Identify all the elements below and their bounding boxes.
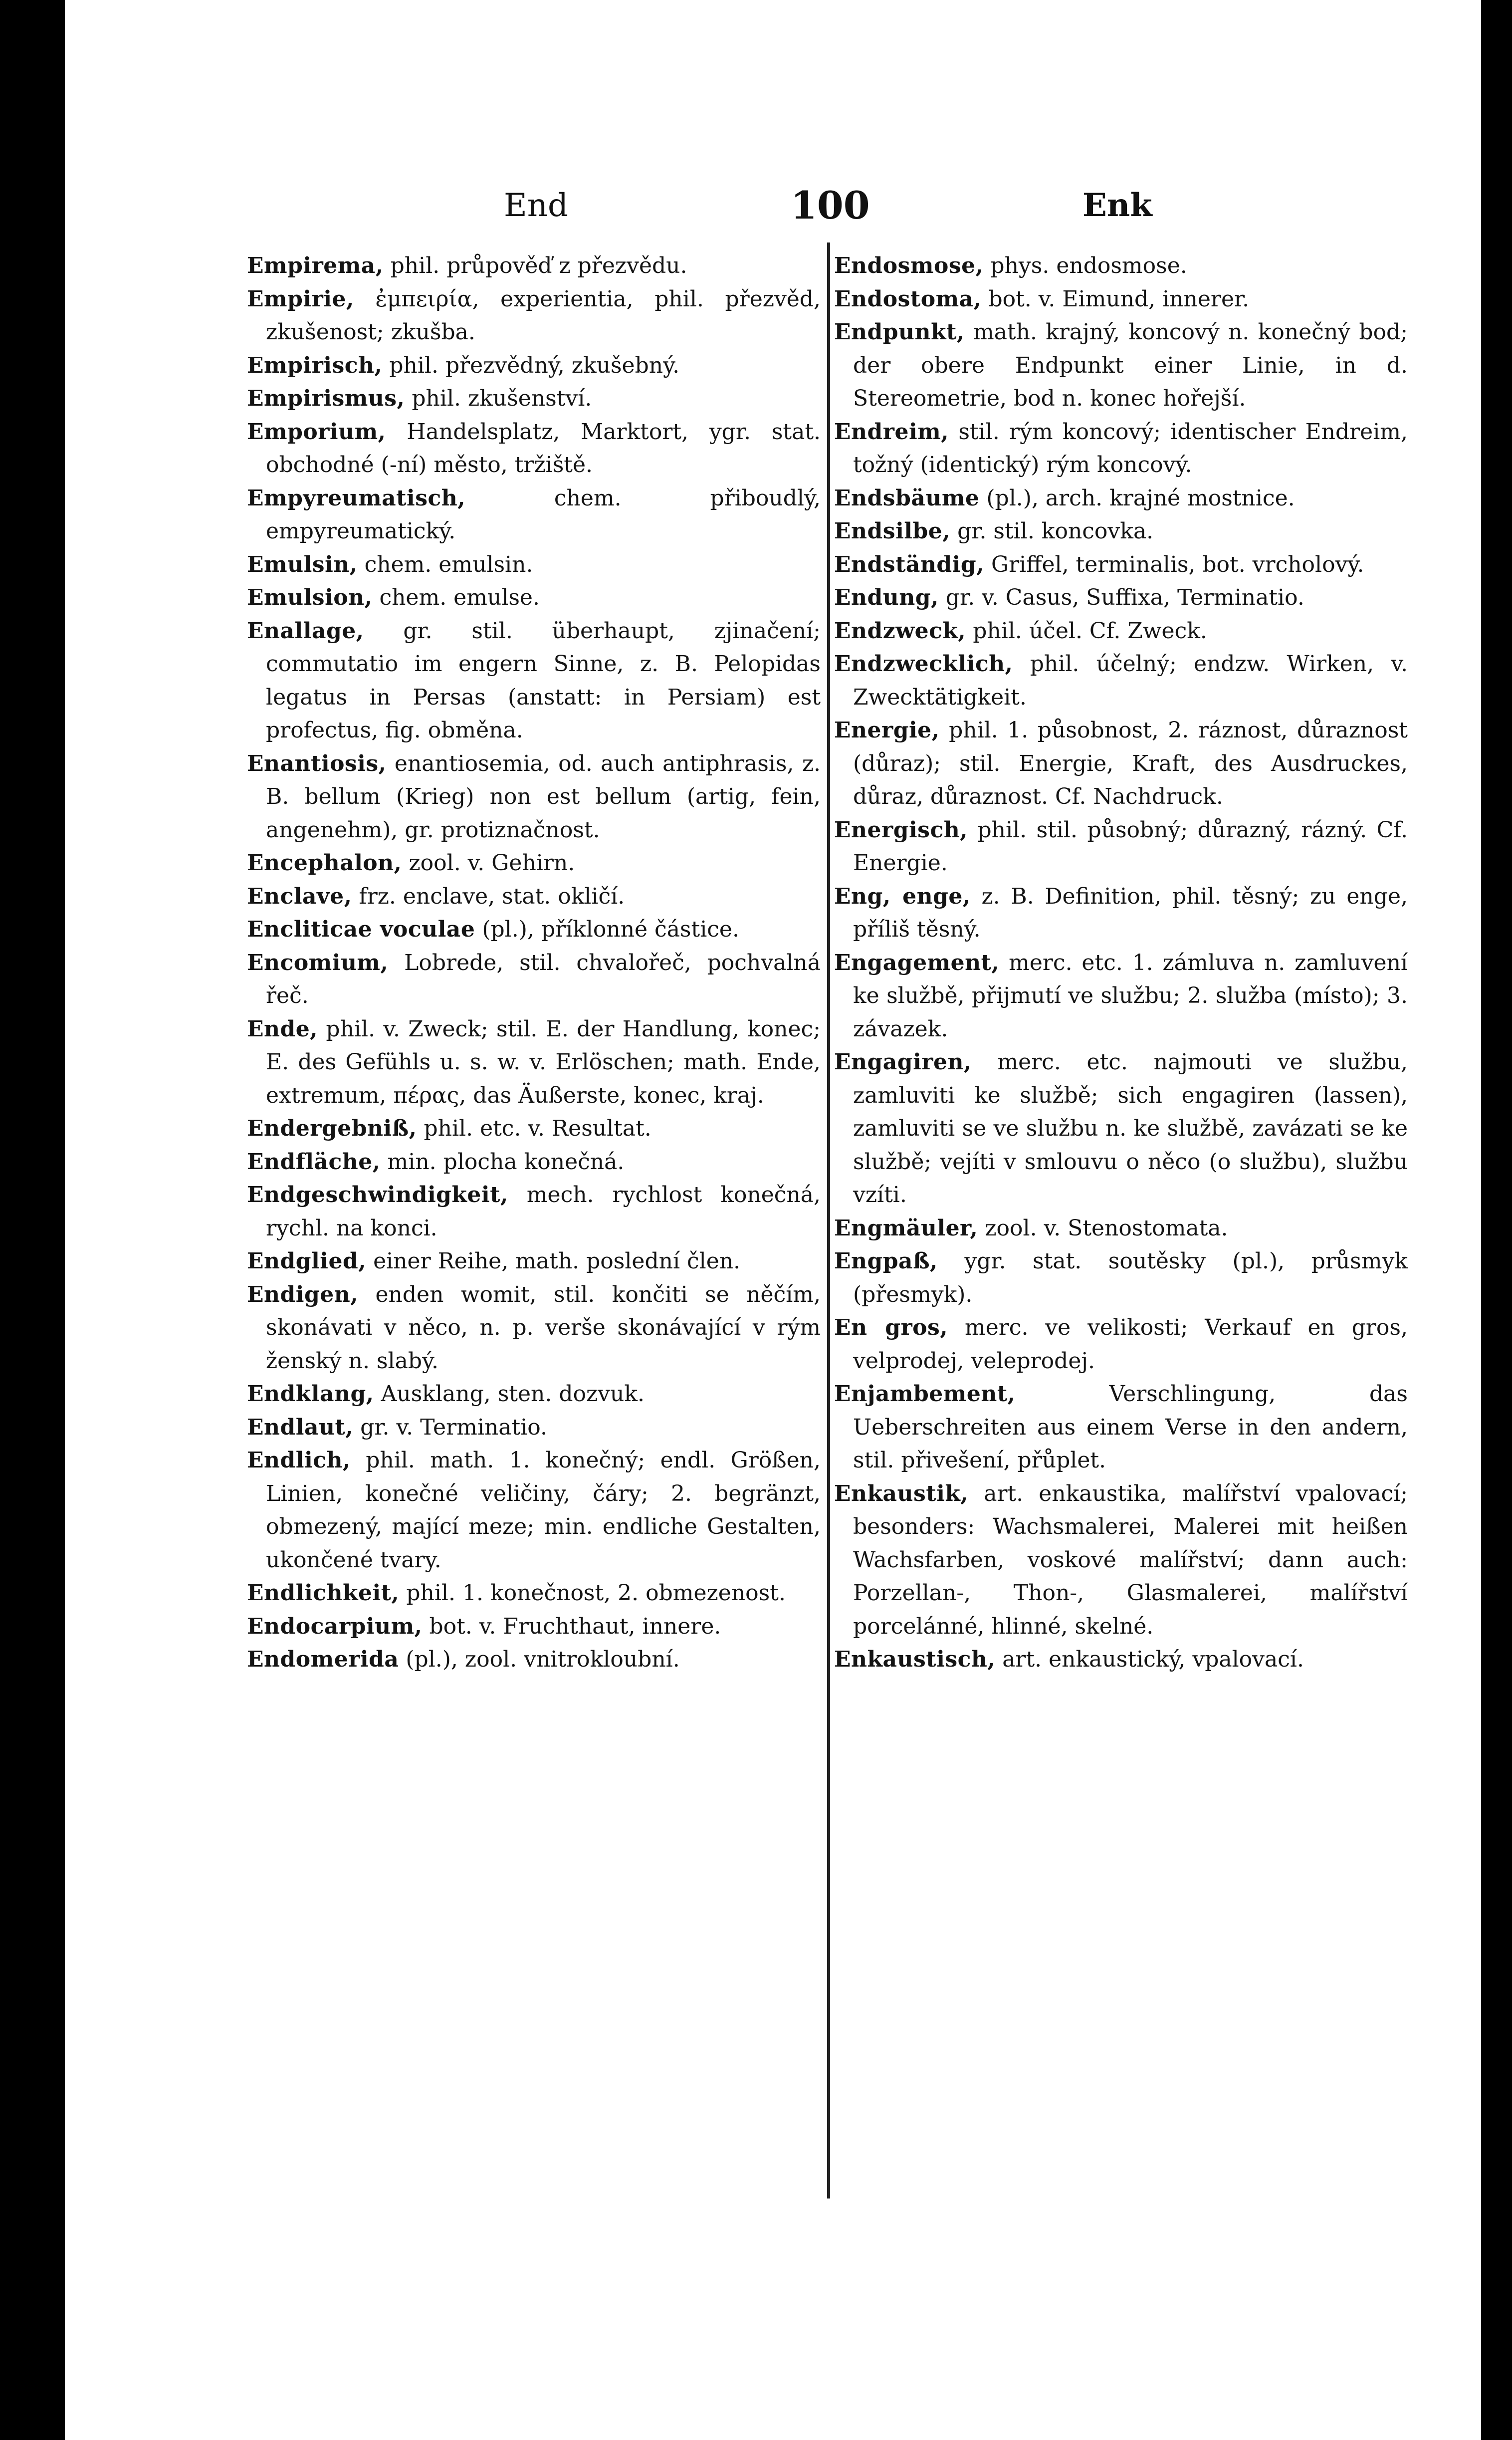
entry-definition: frz. enclave, stat. okličí. bbox=[359, 883, 625, 909]
entry-headword: Enjambement, bbox=[834, 1381, 1016, 1407]
entry-headword: Enallage, bbox=[247, 618, 364, 644]
entry-definition: phys. endosmose. bbox=[990, 253, 1187, 278]
entry-headword: Endzweck, bbox=[834, 618, 966, 644]
dictionary-entry bbox=[247, 880, 821, 914]
dictionary-entry bbox=[834, 880, 1408, 947]
entry-headword: Energie, bbox=[834, 718, 940, 743]
entry-definition: merc. etc. 1. zámluva n. zamluvení ke službě, přijmutí ve službu; 2. služba (místo); 3. závazek. bbox=[853, 950, 1408, 1042]
entry-definition: phil. math. 1. konečný; endl. Größen, Linien, konečné veličiny, čáry; 2. begränzt, obmezený, mající meze; min. endliche Gestalten, ukončené tvary. bbox=[266, 1448, 821, 1573]
scan-edge-right bbox=[1481, 0, 1512, 2440]
entry-definition: phil. stil. působný; důrazný, rázný. Cf. Energie. bbox=[853, 817, 1408, 876]
entry-headword: Engmäuler, bbox=[834, 1215, 978, 1241]
entry-headword: Endigen, bbox=[247, 1281, 359, 1307]
entry-headword: Endfläche, bbox=[247, 1149, 381, 1175]
entry-headword: Endomerida bbox=[247, 1647, 399, 1672]
entry-headword: Endlich, bbox=[247, 1448, 351, 1473]
entry-headword: Enclave, bbox=[247, 883, 352, 909]
dictionary-entry bbox=[247, 913, 821, 947]
entry-definition: merc. etc. najmouti ve službu, zamluviti ke službě; sich engagiren (lassen), zamluviti se ve službu n. ke službě, zavázati se ke službě; vejíti v smlouvu o něco (o službu), službu vzíti. bbox=[853, 1049, 1408, 1208]
dictionary-entry bbox=[834, 548, 1408, 582]
page-number: 100 bbox=[791, 183, 870, 228]
dictionary-entry bbox=[247, 249, 821, 283]
entry-headword: Emporium, bbox=[247, 419, 386, 445]
entry-headword: Enkaustik, bbox=[834, 1480, 969, 1506]
entry-definition: (pl.), zool. vnitrokloubní. bbox=[406, 1647, 680, 1672]
entry-headword: Engagement, bbox=[834, 950, 1000, 976]
entry-definition: z. B. Definition, phil. těsný; zu enge, příliš těsný. bbox=[853, 883, 1408, 942]
entry-definition: phil. průpověď z přezvědu. bbox=[390, 253, 687, 278]
dictionary-entry bbox=[247, 482, 821, 548]
entry-headword: Engpaß, bbox=[834, 1248, 938, 1274]
dictionary-entry bbox=[247, 1444, 821, 1577]
entry-headword: Eng, enge, bbox=[834, 883, 971, 909]
entry-definition: art. enkaustika, malířství vpalovací; besonders: Wachsmalerei, Malerei mit heißen Wachsfarben, voskové malířství; dann auch: Porzellan-, Thon-, Glasmalerei, malířství porcelánné, hlinné, skelné. bbox=[853, 1480, 1408, 1639]
entry-definition: gr. v. Casus, Suffixa, Terminatio. bbox=[945, 585, 1304, 610]
entry-headword: Emulsin, bbox=[247, 551, 358, 577]
entry-headword: Endocarpium, bbox=[247, 1613, 423, 1639]
entry-definition: math. krajný, koncový n. konečný bod; der obere Endpunkt einer Linie, in d. Stereometrie, bod n. konec hořejší. bbox=[853, 319, 1408, 411]
entry-definition: enantiosemia, od. auch antiphrasis, z. B. bellum (Krieg) non est bellum (artig, fein, angenehm), gr. protiznačnost. bbox=[266, 750, 821, 843]
dictionary-entry bbox=[834, 814, 1408, 880]
dictionary-entry bbox=[247, 382, 821, 416]
dictionary-entry bbox=[834, 581, 1408, 615]
entry-definition: gr. stil. überhaupt, zjinačení; commutatio im engern Sinne, z. B. Pelopidas legatus in Persas (anstatt: in Persiam) est profectus, fig. obměna. bbox=[266, 618, 821, 743]
entry-headword: Endgeschwindigkeit, bbox=[247, 1182, 508, 1208]
dictionary-entry bbox=[247, 1643, 821, 1677]
dictionary-entry bbox=[247, 1577, 821, 1610]
dictionary-entry bbox=[834, 482, 1408, 515]
entry-headword: Endsbäume bbox=[834, 485, 980, 511]
entry-definition: gr. v. Terminatio. bbox=[360, 1414, 547, 1440]
entry-definition: chem. emulsin. bbox=[364, 551, 533, 577]
entry-definition: phil. účel. Cf. Zweck. bbox=[973, 618, 1207, 644]
entry-definition: merc. ve velikosti; Verkauf en gros, velprodej, veleprodej. bbox=[853, 1315, 1408, 1374]
entry-definition: zool. v. Stenostomata. bbox=[985, 1215, 1228, 1241]
entry-headword: Endzwecklich, bbox=[834, 651, 1013, 677]
entry-definition: phil. 1. konečnost, 2. obmezenost. bbox=[406, 1580, 786, 1606]
entry-definition: phil. etc. v. Resultat. bbox=[424, 1116, 651, 1141]
dictionary-entry bbox=[247, 847, 821, 880]
entry-definition: min. plocha konečná. bbox=[387, 1149, 625, 1175]
entry-headword: Endreim, bbox=[834, 419, 949, 445]
dictionary-entry bbox=[247, 548, 821, 582]
entry-definition: chem. přiboudlý, empyreumatický. bbox=[266, 485, 821, 544]
entry-headword: Encomium, bbox=[247, 950, 389, 976]
entry-headword: Enkaustisch, bbox=[834, 1647, 996, 1672]
dictionary-entry bbox=[247, 1610, 821, 1644]
entry-headword: Endostoma, bbox=[834, 286, 982, 312]
scan-edge-left bbox=[0, 0, 65, 2440]
dictionary-entry bbox=[247, 1245, 821, 1278]
dictionary-entry bbox=[247, 1146, 821, 1179]
header-right-guideword: Enk bbox=[1082, 187, 1152, 224]
entry-headword: Endklang, bbox=[247, 1381, 374, 1407]
dictionary-entry bbox=[834, 1643, 1408, 1677]
dictionary-entry bbox=[834, 1311, 1408, 1378]
entry-headword: Empyreumatisch, bbox=[247, 485, 466, 511]
entry-headword: Ende, bbox=[247, 1016, 318, 1042]
dictionary-entry bbox=[247, 747, 821, 847]
dictionary-entry bbox=[247, 416, 821, 482]
entry-definition: gr. stil. koncovka. bbox=[957, 518, 1154, 544]
entry-definition: mech. rychlost konečná, rychl. na konci. bbox=[266, 1182, 821, 1241]
dictionary-entry bbox=[834, 515, 1408, 548]
dictionary-entry bbox=[247, 1378, 821, 1411]
dictionary-entry bbox=[834, 249, 1408, 283]
entry-headword: Empirema, bbox=[247, 253, 384, 278]
header-left-guideword: End bbox=[504, 187, 568, 224]
entry-definition: ygr. stat. soutěsky (pl.), průsmyk (přesmyk). bbox=[853, 1248, 1408, 1307]
entry-definition: phil. zkušenství. bbox=[412, 386, 592, 411]
entry-headword: Encliticae voculae bbox=[247, 917, 475, 942]
entry-headword: Engagiren, bbox=[834, 1049, 972, 1075]
entry-headword: Endsilbe, bbox=[834, 518, 951, 544]
entry-definition: Lobrede, stil. chvalořeč, pochvalná řeč. bbox=[266, 950, 821, 1008]
dictionary-entry bbox=[247, 581, 821, 615]
entry-headword: Endständig, bbox=[834, 551, 984, 577]
dictionary-entry bbox=[247, 1013, 821, 1113]
entry-headword: Empirie, bbox=[247, 286, 354, 312]
entry-definition: stil. rým koncový; identischer Endreim, tožný (identický) rým koncový. bbox=[853, 419, 1408, 478]
dictionary-entry bbox=[834, 648, 1408, 714]
entry-definition: zool. v. Gehirn. bbox=[409, 850, 575, 876]
dictionary-entry bbox=[834, 1477, 1408, 1644]
entry-headword: Emulsion, bbox=[247, 585, 373, 610]
entry-definition: einer Reihe, math. poslední člen. bbox=[373, 1248, 741, 1274]
dictionary-entry bbox=[247, 1179, 821, 1245]
entry-definition: chem. emulse. bbox=[379, 585, 540, 610]
entry-definition: phil. účelný; endzw. Wirken, v. Zwecktätigkeit. bbox=[853, 651, 1408, 710]
column-divider bbox=[827, 243, 830, 2198]
dictionary-entry bbox=[834, 316, 1408, 416]
entry-definition: Griffel, terminalis, bot. vrcholový. bbox=[991, 551, 1364, 577]
entry-headword: Enantiosis, bbox=[247, 750, 387, 776]
page-header bbox=[0, 181, 1512, 241]
dictionary-entry bbox=[834, 714, 1408, 814]
entry-definition: Ausklang, sten. dozvuk. bbox=[381, 1381, 645, 1407]
entry-headword: Endung, bbox=[834, 585, 939, 610]
dictionary-entry bbox=[247, 1411, 821, 1445]
entry-definition: bot. v. Eimund, innerer. bbox=[988, 286, 1250, 312]
entry-headword: Encephalon, bbox=[247, 850, 402, 876]
dictionary-entry bbox=[834, 1046, 1408, 1212]
entry-definition: (pl.), příklonné částice. bbox=[482, 917, 739, 942]
dictionary-entry bbox=[834, 416, 1408, 482]
entry-headword: Empirisch, bbox=[247, 352, 383, 378]
left-column bbox=[247, 249, 821, 2220]
entry-headword: En gros, bbox=[834, 1315, 948, 1340]
dictionary-entry bbox=[247, 1112, 821, 1146]
entry-headword: Endosmose, bbox=[834, 253, 984, 278]
dictionary-entry bbox=[247, 615, 821, 747]
entry-definition: Handelsplatz, Marktort, ygr. stat. obchodné (-ní) město, tržiště. bbox=[266, 419, 821, 478]
entry-definition: art. enkaustický, vpalovací. bbox=[1002, 1647, 1304, 1672]
entry-definition: ἐμπειρία, experientia, phil. přezvěd, zkušenost; zkušba. bbox=[266, 286, 821, 345]
entry-definition: enden womit, stil. končiti se něčím, skonávati v něco, n. p. verše skonávající v rým ženský n. slabý. bbox=[266, 1281, 821, 1374]
dictionary-entry bbox=[834, 947, 1408, 1046]
entry-headword: Empirismus, bbox=[247, 386, 405, 411]
dictionary-entry bbox=[247, 947, 821, 1013]
entry-headword: Endglied, bbox=[247, 1248, 367, 1274]
dictionary-entry bbox=[247, 1278, 821, 1378]
entry-definition: bot. v. Fruchthaut, innere. bbox=[429, 1613, 721, 1639]
entry-headword: Endergebniß, bbox=[247, 1116, 417, 1141]
dictionary-entry bbox=[834, 283, 1408, 316]
entry-definition: Verschlingung, das Ueberschreiten aus einem Verse in den andern, stil. přivešení, přůplet. bbox=[853, 1381, 1408, 1473]
dictionary-entry bbox=[247, 283, 821, 349]
dictionary-entry bbox=[834, 1378, 1408, 1477]
entry-headword: Endlichkeit, bbox=[247, 1580, 400, 1606]
entry-headword: Endlaut, bbox=[247, 1414, 354, 1440]
entry-headword: Endpunkt, bbox=[834, 319, 965, 345]
right-column bbox=[834, 249, 1408, 2220]
entry-headword: Energisch, bbox=[834, 817, 968, 843]
entry-definition: phil. 1. působnost, 2. ráznost, důraznost (důraz); stil. Energie, Kraft, des Ausdruckes, důraz, důraznost. Cf. Nachdruck. bbox=[853, 718, 1408, 809]
dictionary-entry bbox=[834, 615, 1408, 648]
dictionary-entry bbox=[834, 1245, 1408, 1311]
entry-definition: phil. v. Zweck; stil. E. der Handlung, konec; E. des Gefühls u. s. w. v. Erlöschen; math. Ende, extremum, πέρας, das Äußerste, konec, kraj. bbox=[266, 1016, 821, 1108]
entry-definition: phil. přezvědný, zkušebný. bbox=[389, 352, 680, 378]
dictionary-entry bbox=[834, 1212, 1408, 1245]
dictionary-entry bbox=[247, 349, 821, 383]
entry-definition: (pl.), arch. krajné mostnice. bbox=[986, 485, 1295, 511]
